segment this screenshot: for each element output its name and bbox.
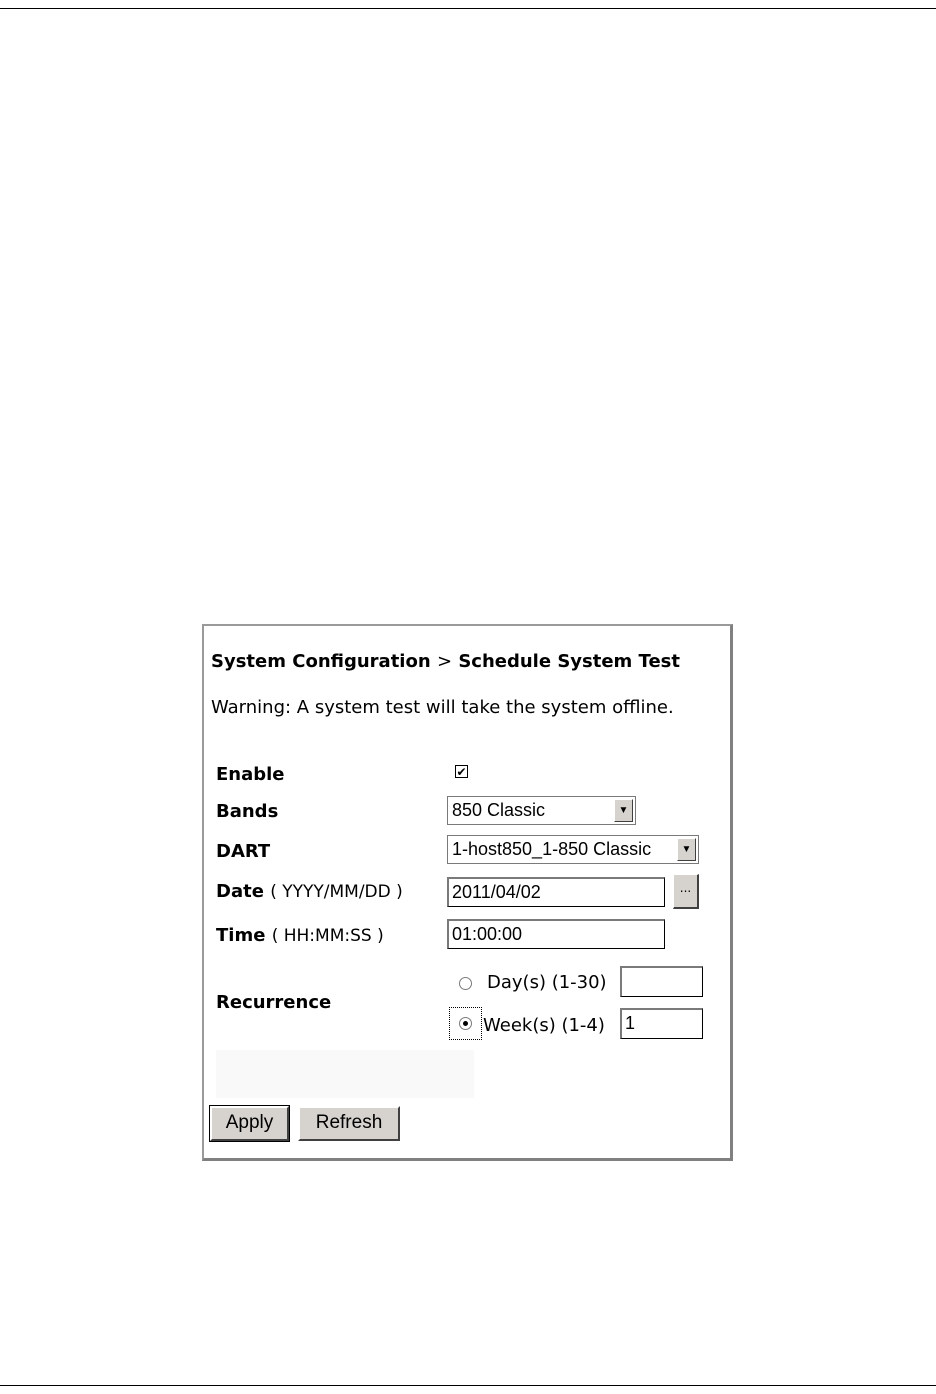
chevron-down-icon[interactable]: ▼ [614, 799, 633, 822]
recurrence-days-radio[interactable] [459, 977, 472, 990]
enable-label: Enable [216, 764, 285, 785]
recurrence-weeks-label: Week(s) (1-4) [483, 1015, 605, 1036]
dart-label: DART [216, 841, 271, 862]
time-input[interactable]: 01:00:00 [447, 919, 665, 949]
warning-message: Warning: A system test will take the system offline. [211, 697, 674, 718]
recurrence-weeks-radio[interactable] [459, 1017, 472, 1030]
empty-area [216, 1050, 474, 1098]
bands-select[interactable] [447, 796, 636, 825]
recurrence-label: Recurrence [216, 992, 332, 1013]
bottom-rule [0, 1385, 936, 1386]
breadcrumb-section: System Configuration [211, 651, 431, 672]
date-label-text: Date [216, 881, 264, 902]
time-format-hint: ( HH:MM:SS ) [271, 926, 384, 946]
breadcrumb [211, 651, 680, 672]
recurrence-days-input[interactable] [620, 966, 703, 997]
recurrence-days-label: Day(s) (1-30) [487, 972, 607, 993]
schedule-system-test-panel [202, 624, 733, 1161]
time-label-text: Time [216, 925, 266, 946]
checkmark-icon: ✔ [456, 765, 467, 779]
top-rule [0, 8, 936, 9]
time-label [216, 925, 384, 946]
apply-button[interactable]: Apply [210, 1106, 289, 1141]
recurrence-weeks-input[interactable]: 1 [620, 1008, 703, 1039]
bands-selected-value: 850 Classic [452, 800, 546, 820]
breadcrumb-separator: > [436, 651, 453, 672]
date-label [216, 881, 403, 902]
enable-checkbox[interactable] [455, 765, 468, 778]
date-picker-button[interactable] [673, 874, 699, 909]
dart-select[interactable] [447, 835, 699, 864]
date-input[interactable]: 2011/04/02 [447, 877, 665, 907]
date-format-hint: ( YYYY/MM/DD ) [270, 882, 403, 902]
ellipsis-icon: ... [679, 881, 692, 895]
chevron-down-icon[interactable]: ▼ [677, 838, 696, 861]
refresh-button[interactable]: Refresh [298, 1106, 400, 1141]
dart-selected-value: 1-host850_1-850 Classic [452, 839, 652, 859]
page-title: Schedule System Test [458, 651, 680, 672]
bands-label: Bands [216, 801, 279, 822]
